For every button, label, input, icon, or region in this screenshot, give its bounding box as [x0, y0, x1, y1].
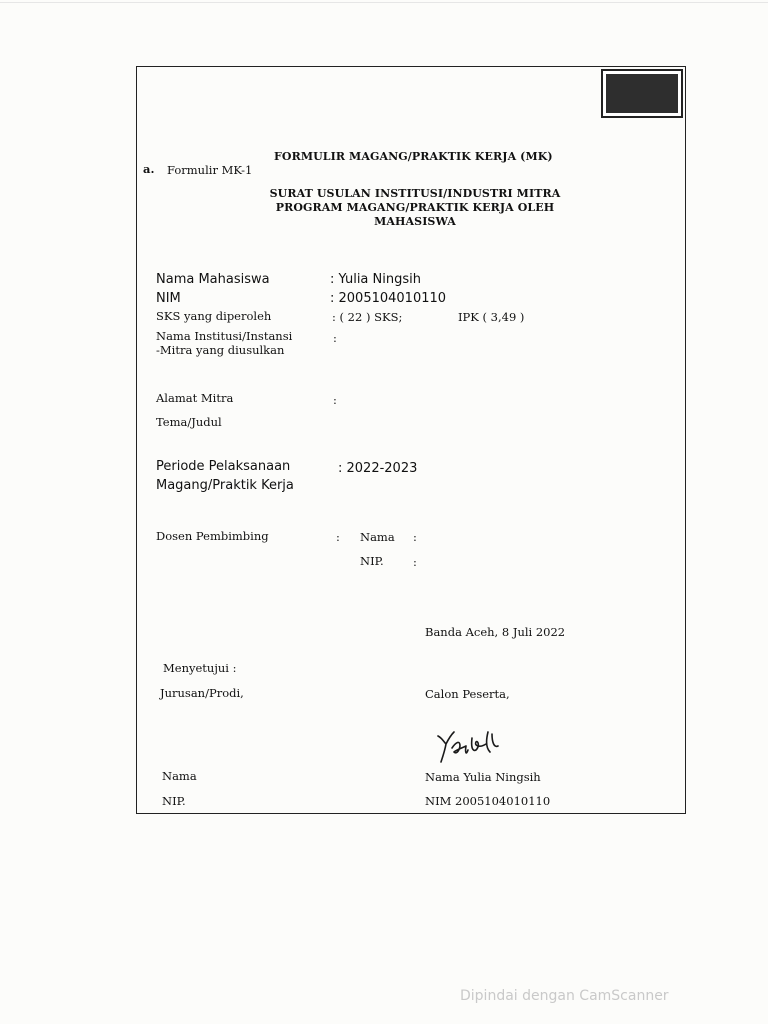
sks-value: : ( 22 ) SKS; — [332, 310, 403, 324]
form-code: Formulir MK-1 — [167, 163, 253, 177]
subtitle-line-3: MAHASISWA — [374, 215, 456, 228]
sks-label: SKS yang diperoleh — [156, 309, 272, 323]
form-border — [136, 66, 686, 814]
periode-label-line-2: Magang/Praktik Kerja — [156, 478, 294, 493]
alamat-mitra-label: Alamat Mitra — [156, 391, 234, 405]
ipk-value: IPK ( 3,49 ) — [458, 310, 525, 324]
institusi-label-line-2: -Mitra yang diusulkan — [156, 343, 285, 357]
left-nip-label: NIP. — [162, 794, 186, 808]
institusi-colon: : — [333, 331, 337, 345]
list-marker: a. — [143, 162, 155, 176]
dosen-pembimbing-colon: : — [336, 530, 340, 544]
subtitle-line-1: SURAT USULAN INSTITUSI/INDUSTRI MITRA — [269, 187, 561, 200]
dosen-nama-label: Nama — [360, 530, 395, 544]
calon-peserta-label: Calon Peserta, — [425, 687, 510, 701]
corner-photo-fill — [606, 74, 678, 113]
dosen-nip-colon: : — [413, 555, 417, 569]
corner-photo-box — [601, 69, 683, 118]
institusi-label-line-1: Nama Institusi/Instansi — [156, 329, 293, 343]
nama-mahasiswa-label: Nama Mahasiswa — [156, 272, 270, 287]
nama-mahasiswa-value: : Yulia Ningsih — [330, 272, 421, 287]
jurusan-prodi-label: Jurusan/Prodi, — [160, 686, 244, 700]
nim-label: NIM — [156, 291, 181, 306]
place-date: Banda Aceh, 8 Juli 2022 — [425, 625, 566, 639]
menyetujui-label: Menyetujui : — [163, 661, 237, 675]
subtitle-line-2: PROGRAM MAGANG/PRAKTIK KERJA OLEH — [275, 201, 555, 214]
peserta-nim: NIM 2005104010110 — [425, 794, 551, 808]
periode-label-line-1: Periode Pelaksanaan — [156, 459, 291, 474]
alamat-mitra-colon: : — [333, 393, 337, 407]
peserta-nama: Nama Yulia Ningsih — [425, 770, 541, 784]
signature-image — [432, 726, 508, 768]
camscanner-watermark: Dipindai dengan CamScanner — [460, 988, 669, 1004]
form-title: FORMULIR MAGANG/PRAKTIK KERJA (MK) — [274, 150, 553, 163]
periode-value: : 2022-2023 — [338, 461, 418, 476]
dosen-nama-colon: : — [413, 530, 417, 544]
scan-edge-line — [0, 2, 768, 3]
dosen-nip-label: NIP. — [360, 554, 384, 568]
tema-judul-label: Tema/Judul — [156, 415, 222, 429]
dosen-pembimbing-label: Dosen Pembimbing — [156, 529, 269, 543]
left-nama-label: Nama — [162, 769, 197, 783]
nim-value: : 2005104010110 — [330, 291, 447, 306]
